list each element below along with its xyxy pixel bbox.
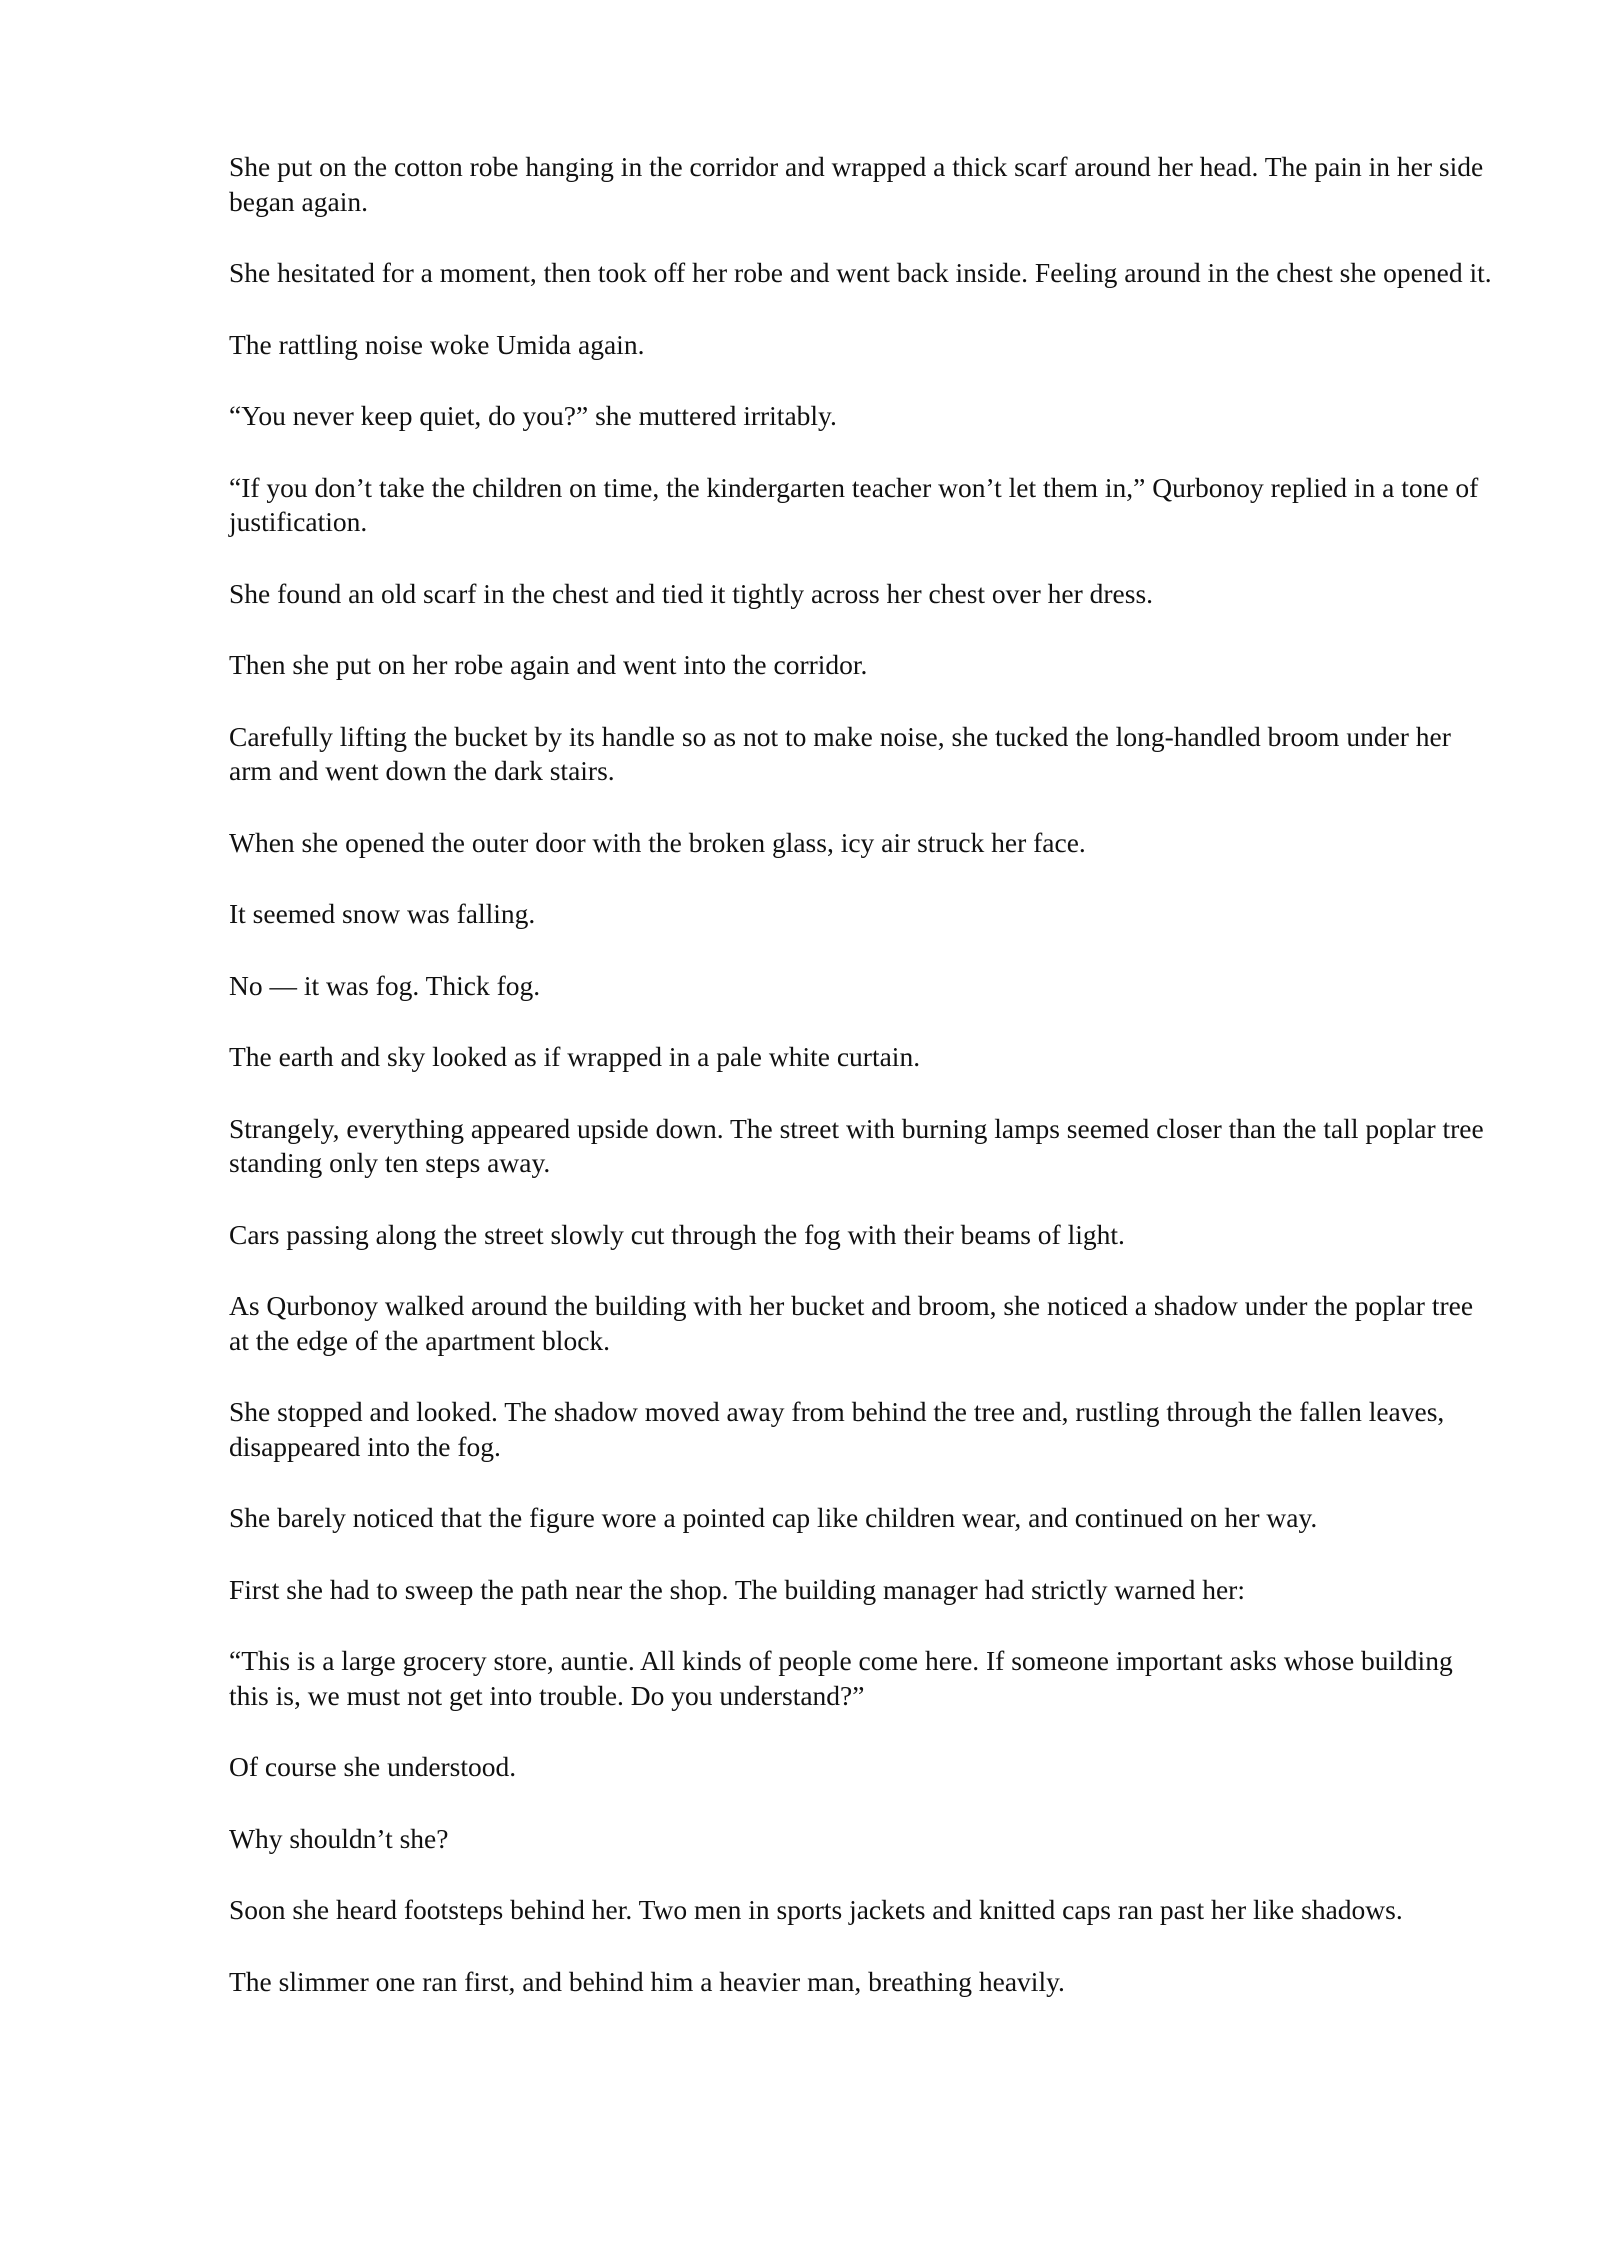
paragraph: She found an old scarf in the chest and tied it tightly across her chest over her dress. <box>229 577 1154 609</box>
document-page <box>229 150 1499 2036</box>
paragraph: When she opened the outer door with the broken glass, icy air struck her face. <box>229 826 1086 858</box>
paragraph: The rattling noise woke Umida again. <box>229 328 645 360</box>
paragraph: It seemed snow was falling. <box>229 898 536 929</box>
paragraph: Of course she understood. <box>229 1751 517 1782</box>
paragraph: She hesitated for a moment, then took off her robe and went back inside. Feeling around in the chest she opened it. <box>229 257 1492 288</box>
paragraph: No — it was fog. Thick fog. <box>229 969 541 1001</box>
paragraph: Then she put on her robe again and went into the corridor. <box>229 649 868 680</box>
paragraph: The earth and sky looked as if wrapped in a pale white curtain. <box>229 1041 921 1072</box>
paragraph: The slimmer one ran first, and behind him a heavier man, breathing heavily. <box>229 1965 1065 1997</box>
paragraph: Cars passing along the street slowly cut through the fog with their beams of light. <box>229 1218 1125 1250</box>
paragraph: She barely noticed that the figure wore a pointed cap like children wear, and continued on her way. <box>229 1502 1318 1533</box>
paragraph: Why shouldn’t she? <box>229 1822 449 1854</box>
paragraph: First she had to sweep the path near the shop. The building manager had strictly warned her: <box>229 1573 1245 1605</box>
paragraph: Carefully lifting the bucket by its handle so as not to make noise, she tucked the long-handled broom under her arm and went down the dark stairs. <box>229 720 1451 786</box>
paragraph: As Qurbonoy walked around the building with her bucket and broom, she noticed a shadow under the poplar tree at the edge of the apartment block. <box>229 1290 1474 1356</box>
paragraph: “This is a large grocery store, auntie. All kinds of people come here. If someone important asks whose building this is, we must not get into trouble. Do you understand?” <box>229 1645 1453 1711</box>
paragraph: “If you don’t take the children on time, the kindergarten teacher won’t let them in,” Qurbonoy replied in a tone of justification. <box>229 471 1479 537</box>
paragraph: She stopped and looked. The shadow moved away from behind the tree and, rustling through the fallen leaves, disappeared into the fog. <box>229 1396 1445 1462</box>
paragraph: “You never keep quiet, do you?” she muttered irritably. <box>229 400 837 431</box>
paragraph: She put on the cotton robe hanging in the corridor and wrapped a thick scarf around her head. The pain in her side began again. <box>229 151 1484 217</box>
paragraph: Soon she heard footsteps behind her. Two men in sports jackets and knitted caps ran past her like shadows. <box>229 1894 1403 1925</box>
paragraph: Strangely, everything appeared upside down. The street with burning lamps seemed closer than the tall poplar tree standing only ten steps away. <box>229 1112 1484 1178</box>
